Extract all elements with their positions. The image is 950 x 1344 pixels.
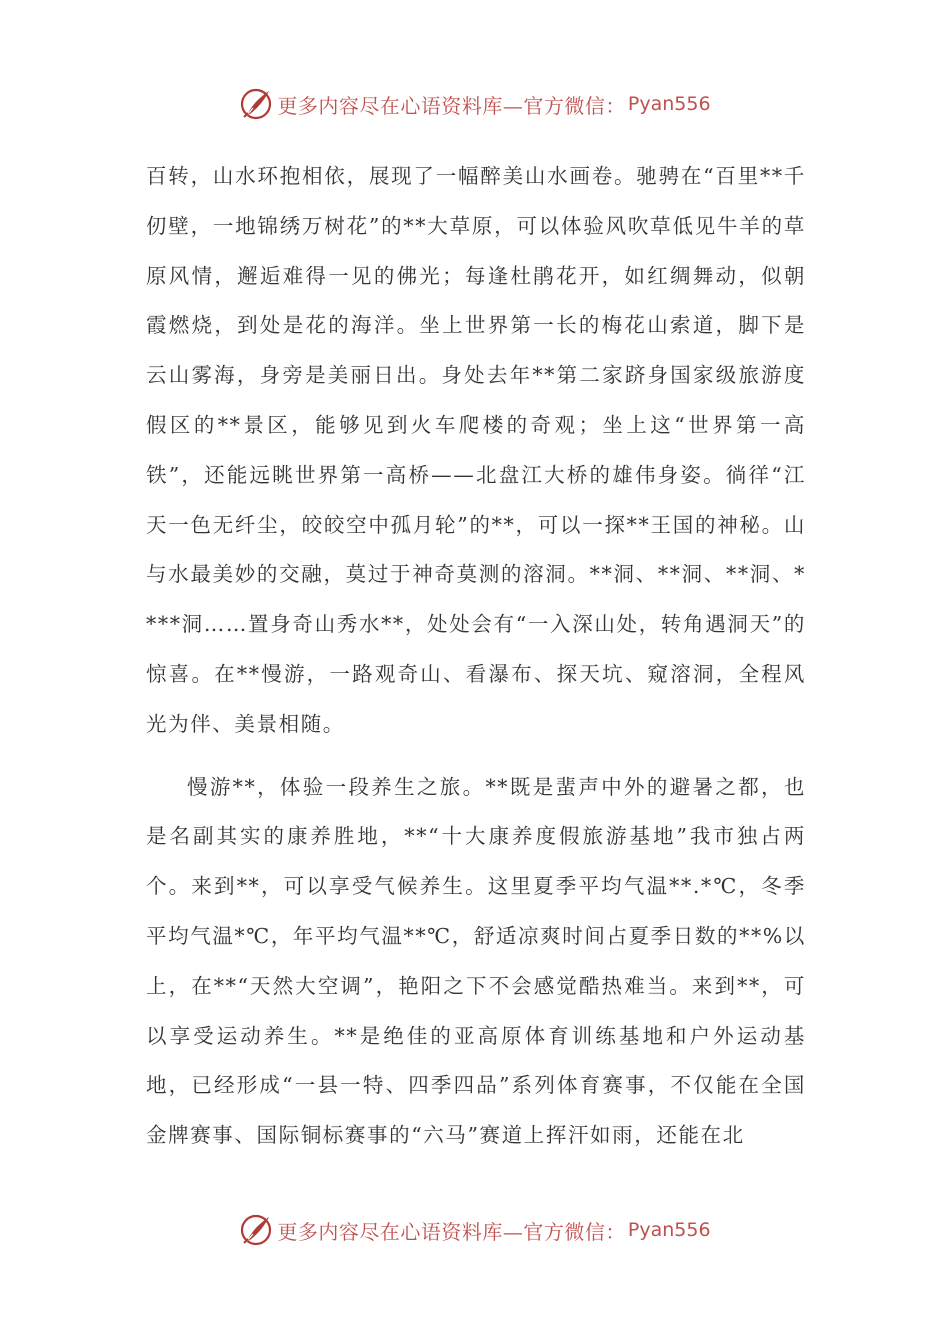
quill-logo-icon <box>239 1213 273 1247</box>
paragraph-1: 百转，山水环抱相依，展现了一幅醉美山水画卷。驰骋在“百里**千仞壁，一地锦绣万树花”的**大草原，可以体验风吹草低见牛羊的草原风情，邂逅难得一见的佛光；每逢杜鹃花开，如红绸舞动，似朝霞燃烧，到处是花的海洋。坐上世界第一长的梅花山索道，脚下是云山雾海，身旁是美丽日出。身处去年**第二家跻身国家级旅游度假区的**景区，能够见到火车爬楼的奇观；坐上这“世界第一高铁”，还能远眺世界第一高桥——北盘江大桥的雄伟身姿。徜徉“江天一色无纤尘，皎皎空中孤月轮”的**，可以一探**王国的神秘。山与水最美妙的交融，莫过于神奇莫测的溶洞。**洞、**洞、**洞、****洞……置身奇山秀水**，处处会有“一入深山处，转角遇洞天”的惊喜。在**慢游，一路观奇山、看瀑布、探天坑、窥溶洞，全程风光为伴、美景相随。 <box>146 164 806 736</box>
quill-logo-icon <box>239 87 273 121</box>
footer-wechat-id: Pyan556 <box>627 1219 711 1241</box>
paragraph-2: 慢游**，体验一段养生之旅。**既是蜚声中外的避暑之都，也是名副其实的康养胜地，**“十大康养度假旅游基地”我市独占两个。来到**，可以享受气候养生。这里夏季平均气温**.*℃，冬季平均气温*℃，年平均气温**℃，舒适凉爽时间占夏季日数的**%以上，在**“天然大空调”，艳阳之下不会感觉酷热难当。来到**，可以享受运动养生。**是绝佳的亚高原体育训练基地和户外运动基地，已经形成“一县一特、四季四品”系列体育赛事，不仅能在全国金牌赛事、国际铜标赛事的“六马”赛道上挥汗如雨，还能在北 <box>146 774 806 1148</box>
header-wechat-id: Pyan556 <box>627 93 711 115</box>
paragraph-gap <box>146 750 806 763</box>
document-body <box>146 152 806 1161</box>
footer-banner <box>0 1210 950 1250</box>
header-banner <box>0 84 950 124</box>
header-banner-text: 更多内容尽在心语资料库—官方微信： <box>277 93 626 118</box>
footer-banner-text: 更多内容尽在心语资料库—官方微信： <box>277 1219 626 1244</box>
